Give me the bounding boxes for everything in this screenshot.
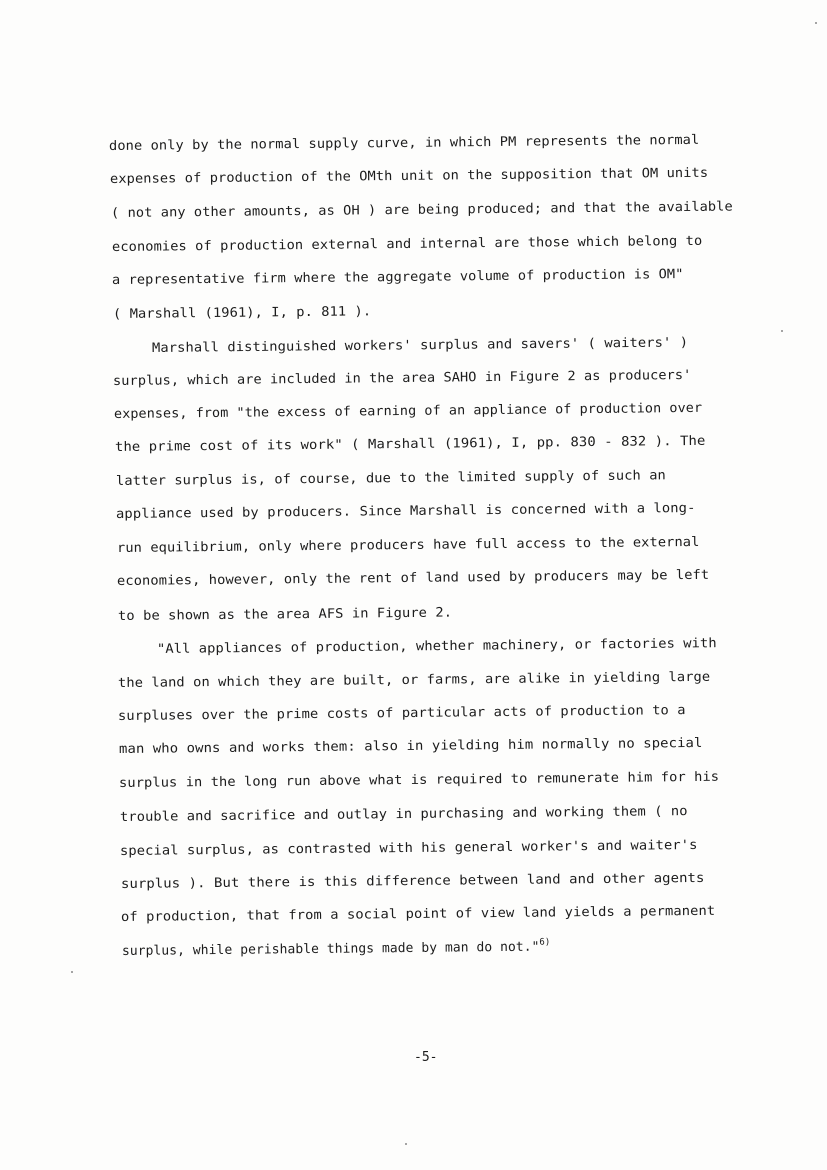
text-line: appliance used by producers. Since Marshall is concerned with a long- xyxy=(115,500,696,522)
text-line: Marshall distinguished workers' surplus and savers' ( waiters' ) xyxy=(151,335,689,356)
text-line: surplus in the long run above what is required to remunerate him for his xyxy=(118,769,720,791)
text-line: trouble and sacrifice and outlay in purchasing and working them ( no xyxy=(119,804,688,825)
text-line: of production, that from a social point of view land yields a permanent xyxy=(120,903,716,925)
text-line: surplus, which are included in the area SAHO in Figure 2 as producers' xyxy=(112,367,692,389)
scan-speck xyxy=(71,971,73,973)
text-line: ( Marshall (1961), I, p. 811 ). xyxy=(112,304,372,322)
text-line: ( not any other amounts, as OH ) are being produced; and that the available xyxy=(110,199,733,221)
text-line xyxy=(122,938,551,959)
text-line: to be shown as the area AFS in Figure 2. xyxy=(117,605,453,624)
text-line: economies, however, only the rent of land used by producers may be left xyxy=(116,567,710,589)
text-line: done only by the normal supply curve, in which PM represents the normal xyxy=(108,132,700,154)
text-line: surpluses over the prime costs of particular acts of production to a xyxy=(117,703,686,724)
scan-speck xyxy=(781,330,783,332)
text-line: run equilibrium, only where producers have full access to the external xyxy=(116,534,700,556)
text-line: expenses, from "the excess of earning of an appliance of production over xyxy=(113,400,703,422)
text-line-content: surplus, while perishable things made by man do not." xyxy=(121,939,540,959)
footnote-reference: 6) xyxy=(539,937,551,948)
text-line: surplus ). But there is this difference between land and other agents xyxy=(120,870,705,892)
text-line: man who owns and works them: also in yielding him normally no special xyxy=(118,735,703,757)
text-line: expenses of production of the OMth unit on the supposition that OM units xyxy=(109,165,709,187)
text-line: a representative firm where the aggregate volume of production is OM" xyxy=(111,267,684,288)
page-number: -5- xyxy=(414,1050,438,1065)
text-line: the prime cost of its work" ( Marshall (1961), I, pp. 830 - 832 ). The xyxy=(114,433,706,455)
text-line: economies of production external and internal are those which belong to xyxy=(111,233,703,255)
text-line: special surplus, as contrasted with his general worker's and waiter's xyxy=(119,837,698,859)
text-line: latter surplus is, of course, due to the limited supply of such an xyxy=(115,468,666,489)
scan-speck xyxy=(405,1143,407,1145)
scan-speck xyxy=(815,22,817,24)
text-line: the land on which they are built, or farms, are alike in yielding large xyxy=(117,669,711,691)
text-line: "All appliances of production, whether machinery, or factories with xyxy=(156,636,717,657)
